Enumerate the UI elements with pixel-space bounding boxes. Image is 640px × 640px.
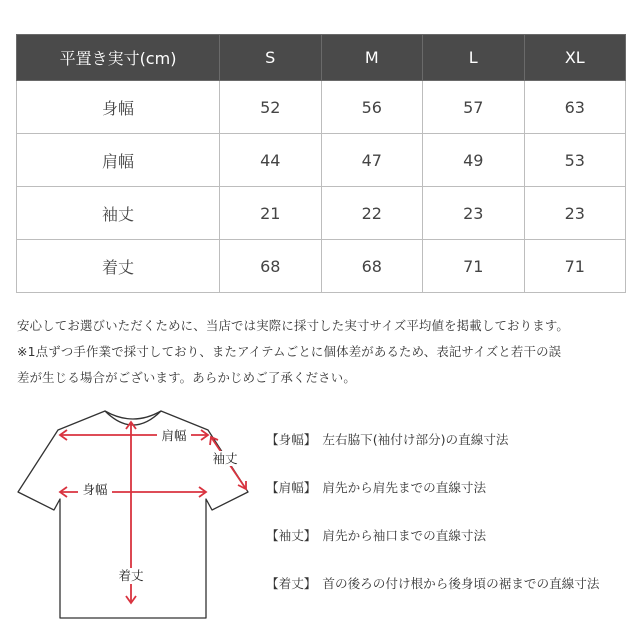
table-cell: 57 (423, 81, 525, 134)
table-cell: 23 (423, 187, 525, 240)
legend-text: 肩先から袖口までの直線寸法 (322, 528, 487, 543)
table-cell: 21 (220, 187, 322, 240)
label-sleeve: 袖丈 (212, 451, 238, 466)
legend-text: 肩先から肩先までの直線寸法 (322, 480, 487, 495)
row-label: 肩幅 (17, 134, 220, 187)
note-line: 差が生じる場合がございます。あらかじめご了承ください。 (17, 370, 356, 385)
row-label: 身幅 (17, 81, 220, 134)
label-shoulder: 肩幅 (161, 428, 187, 443)
table-cell: 44 (220, 134, 322, 187)
table-cell: 53 (524, 134, 626, 187)
table-row (17, 81, 626, 134)
table-row (17, 187, 626, 240)
legend-text: 首の後ろの付け根から後身頃の裾までの直線寸法 (322, 576, 600, 591)
label-length: 着丈 (118, 568, 144, 583)
table-cell: 52 (220, 81, 322, 134)
tshirt-diagram (10, 405, 255, 635)
table-cell: 68 (321, 240, 423, 293)
legend-text: 左右脇下(袖付け部分)の直線寸法 (322, 432, 509, 447)
row-label: 着丈 (17, 240, 220, 293)
label-chest: 身幅 (82, 482, 108, 497)
legend-item (266, 572, 636, 620)
table-row (17, 240, 626, 293)
table-cell: 22 (321, 187, 423, 240)
legend-item (266, 428, 636, 476)
header-size-l: L (423, 35, 525, 81)
header-measurement: 平置き実寸(cm) (17, 35, 220, 81)
header-size-xl: XL (524, 35, 626, 81)
table-cell: 47 (321, 134, 423, 187)
header-size-s: S (220, 35, 322, 81)
note-line: ※1点ずつ手作業で採寸しており、またアイテムごとに個体差があるため、表記サイズと若干の誤 (17, 344, 562, 359)
legend-key: 【着丈】 (266, 576, 317, 591)
table-cell: 49 (423, 134, 525, 187)
table-cell: 71 (423, 240, 525, 293)
legend-key: 【肩幅】 (266, 480, 317, 495)
table-cell: 23 (524, 187, 626, 240)
table-row (17, 134, 626, 187)
table-cell: 56 (321, 81, 423, 134)
legend-key: 【身幅】 (266, 432, 317, 447)
table-cell: 63 (524, 81, 626, 134)
size-table-header-row (17, 35, 626, 81)
table-cell: 68 (220, 240, 322, 293)
size-notes (17, 313, 623, 391)
size-table (16, 34, 626, 293)
measurement-legend (266, 428, 636, 620)
legend-item (266, 476, 636, 524)
table-cell: 71 (524, 240, 626, 293)
header-size-m: M (321, 35, 423, 81)
row-label: 袖丈 (17, 187, 220, 240)
legend-item (266, 524, 636, 572)
legend-key: 【袖丈】 (266, 528, 317, 543)
note-line: 安心してお選びいただくために、当店では実際に採寸した実寸サイズ平均値を掲載しております。 (17, 318, 570, 333)
